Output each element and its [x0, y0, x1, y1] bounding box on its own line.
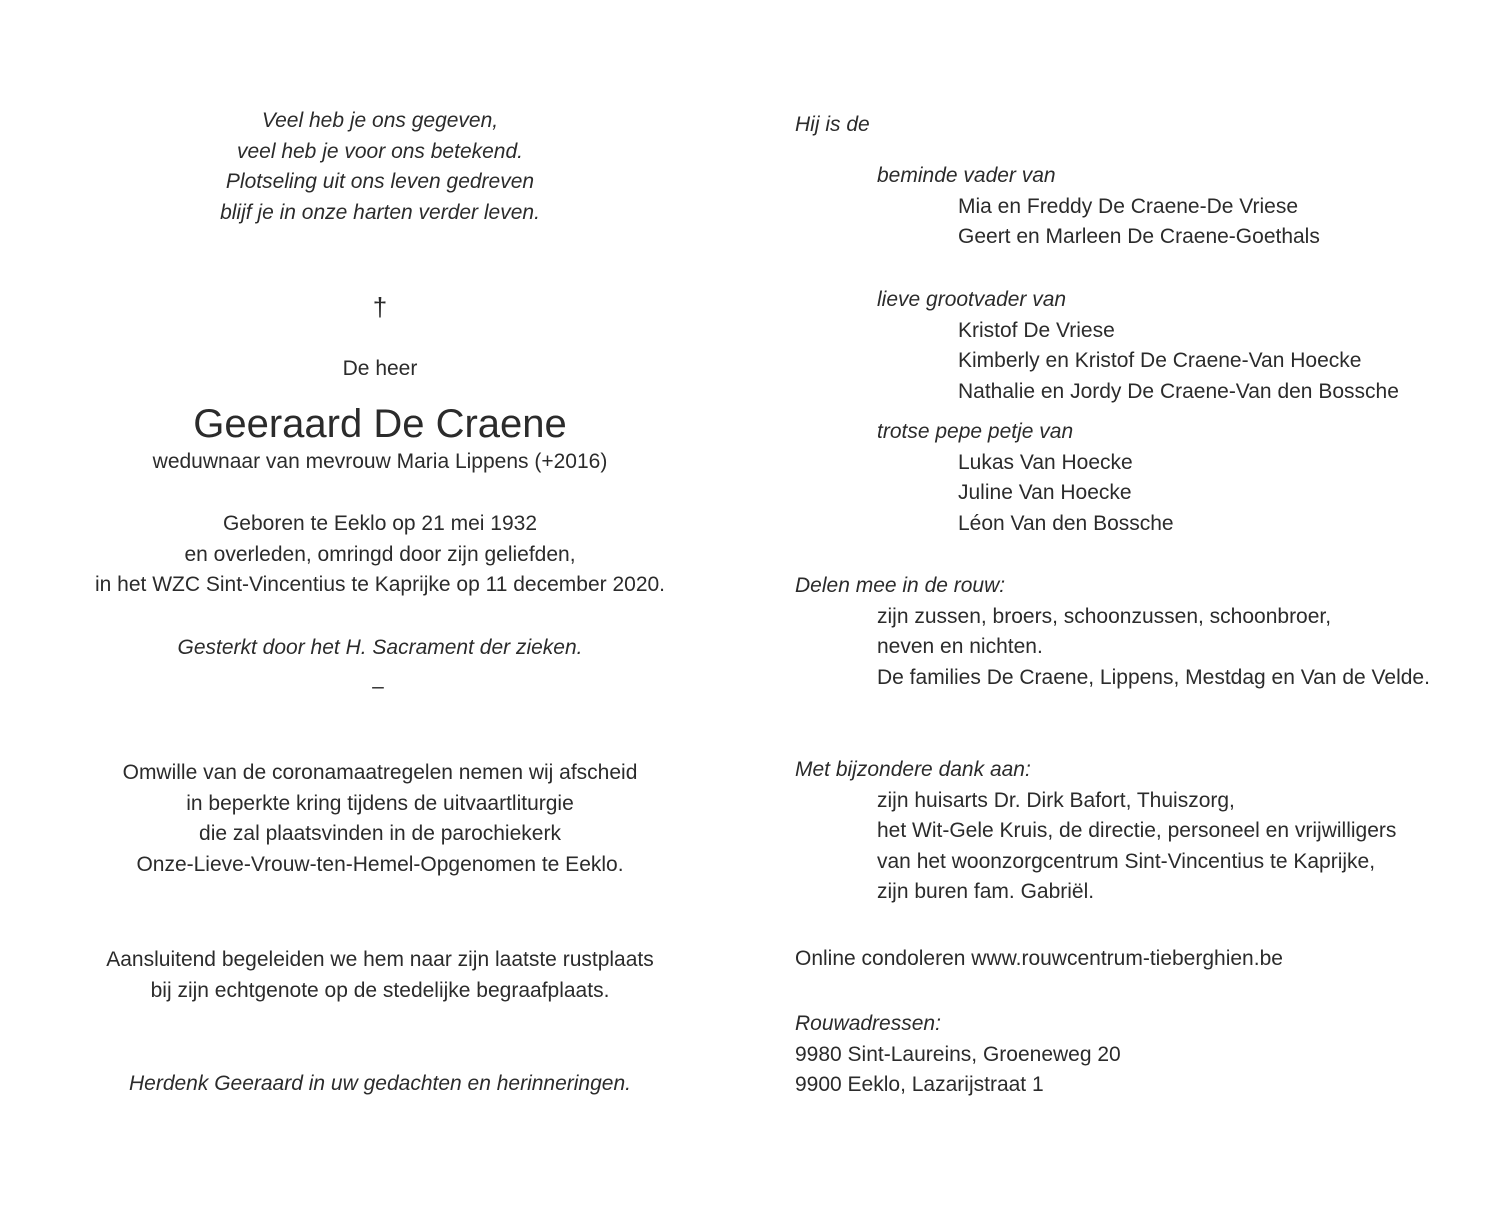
thanks-line: zijn buren fam. Gabriël. [877, 880, 1095, 903]
grandfather-label: lieve grootvader van [877, 288, 1067, 311]
address-line: 9900 Eeklo, Lazarijstraat 1 [795, 1073, 1044, 1096]
address-line: 9980 Sint-Laureins, Groeneweg 20 [795, 1042, 1121, 1066]
cross-icon: † [372, 292, 388, 322]
intro: Hij is de [795, 113, 870, 136]
burial-line: bij zijn echtgenote op de stedelijke begraafplaats. [150, 978, 610, 1002]
spouse-line: weduwnaar van mevrouw Maria Lippens (+2016) [152, 450, 608, 473]
thanks-label: Met bijzondere dank aan: [795, 758, 1031, 781]
birth-death [40, 509, 720, 601]
farewell-line: die zal plaatsvinden in de parochiekerk [199, 822, 561, 845]
address-label: Rouwadressen: [795, 1012, 941, 1035]
sacrament-line: Gesterkt door het H. Sacrament der zieken. [177, 636, 583, 659]
birth-death-line: in het WZC Sint-Vincentius te Kaprijke op 11 december 2020. [94, 573, 666, 596]
poem-line: veel heb je voor ons betekend. [236, 139, 524, 163]
great-grandchildren-section [795, 417, 1495, 539]
mourning-line: De families De Craene, Lippens, Mestdag en Van de Velde. [877, 665, 1430, 689]
father-label: beminde vader van [877, 164, 1056, 187]
birth-death-line: en overleden, omringd door zijn geliefden, [184, 542, 576, 566]
grandchild-item: Kristof De Vriese [958, 318, 1115, 342]
thanks-line: zijn huisarts Dr. Dirk Bafort, Thuiszorg, [877, 788, 1235, 812]
great-label: trotse pepe petje van [877, 420, 1074, 443]
farewell-line: Onze-Lieve-Vrouw-ten-Hemel-Opgenomen te Eeklo. [136, 852, 624, 876]
thanks-section [795, 755, 1495, 908]
birth-death-line: Geboren te Eeklo op 21 mei 1932 [222, 512, 538, 535]
thanks-line: het Wit-Gele Kruis, de directie, personeel en vrijwilligers [877, 819, 1397, 842]
deceased-name-text: Geeraard De Craene [193, 402, 567, 446]
child-item: Geert en Marleen De Craene-Goethals [958, 225, 1320, 248]
farewell-text [40, 758, 720, 880]
address-section [795, 1009, 1495, 1101]
grandchild-item: Kimberly en Kristof De Craene-Van Hoecke [958, 349, 1362, 372]
honorific: De heer [342, 357, 418, 380]
farewell-line: in beperkte kring tijdens de uitvaartliturgie [186, 791, 574, 815]
mourning-line: zijn zussen, broers, schoonzussen, schoonbroer, [877, 604, 1332, 628]
deceased-name [40, 400, 720, 448]
children-section [795, 161, 1495, 253]
great-grandchild-item: Juline Van Hoecke [958, 481, 1132, 504]
poem-line: Veel heb je ons gegeven, [261, 109, 499, 132]
child-item: Mia en Freddy De Craene-De Vriese [958, 194, 1299, 218]
mourning-section [795, 571, 1495, 693]
great-grandchild-item: Léon Van den Bossche [958, 511, 1174, 535]
great-grandchild-item: Lukas Van Hoecke [958, 450, 1133, 474]
poem [40, 106, 720, 228]
farewell-line: Omwille van de coronamaatregelen nemen wij afscheid [122, 761, 638, 784]
mourning-line: neven en nichten. [877, 635, 1043, 658]
mourning-label: Delen mee in de rouw: [795, 574, 1006, 597]
remember-line: Herdenk Geeraard in uw gedachten en herinneringen. [128, 1072, 631, 1095]
grandchildren-section [795, 285, 1495, 407]
condolence-line: Online condoleren www.rouwcentrum-tieberghien.be [795, 947, 1283, 970]
poem-line: Plotseling uit ons leven gedreven [225, 170, 535, 193]
burial-text [40, 945, 720, 1006]
divider: – [372, 675, 384, 698]
burial-line: Aansluitend begeleiden we hem naar zijn laatste rustplaats [106, 948, 654, 971]
grandchild-item: Nathalie en Jordy De Craene-Van den Bossche [958, 379, 1399, 403]
poem-line: blijf je in onze harten verder leven. [220, 200, 540, 224]
thanks-line: van het woonzorgcentrum Sint-Vincentius te Kaprijke, [877, 849, 1376, 873]
